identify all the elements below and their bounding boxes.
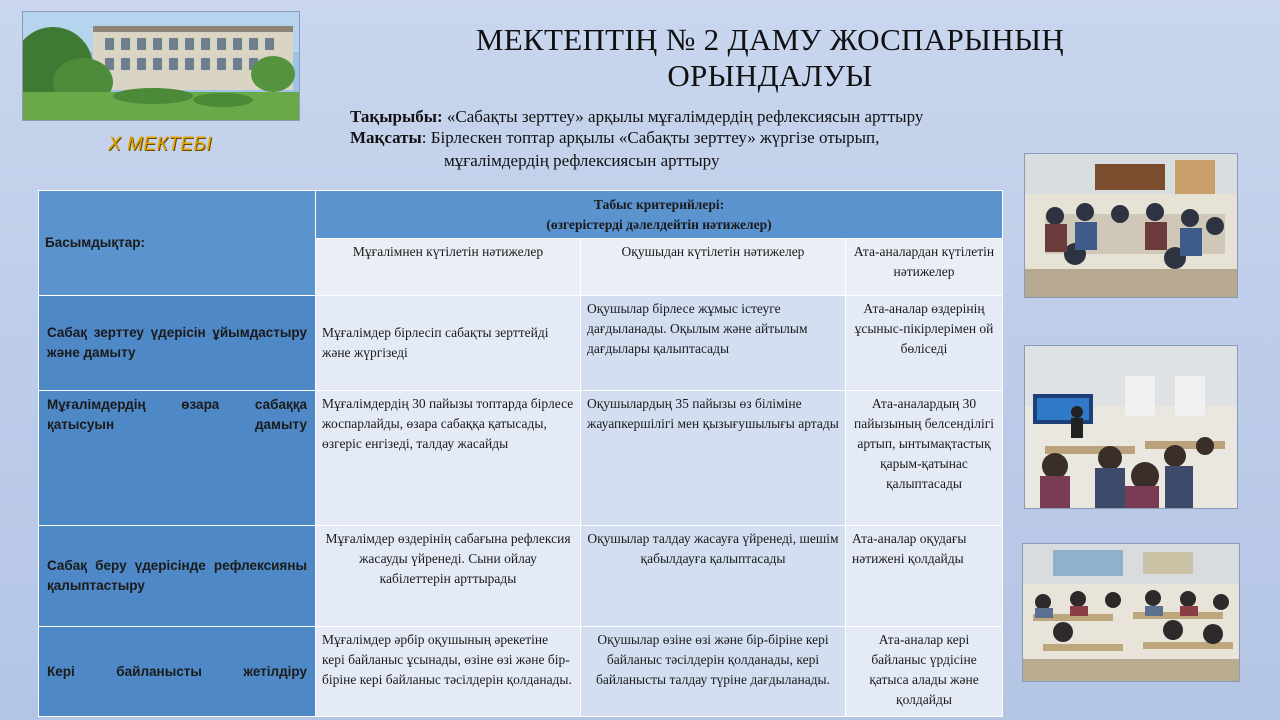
column-header-parent: Ата-аналардан күтілетін нәтижелер (846, 239, 1003, 296)
teacher-result-cell: Мұғалімдер өздерінің сабағына рефлексия жасауды үйренеді. Сыни ойлау кабілеттерін арттырады (316, 526, 581, 627)
school-name: Х МЕКТЕБІ (108, 134, 213, 155)
parent-result-cell: Ата-аналар кері байланыс үрдісіне қатыса алады және қолдайды (846, 627, 1003, 717)
goal-text-line1: : Бірлескен топтар арқылы «Сабақты зерттеу» жүргізе отырып, (421, 128, 880, 147)
priority-cell: Сабақ зерттеу үдерісін ұйымдастыру және дамыту (39, 296, 316, 391)
teacher-result-cell: Мұғалімдер бірлесіп сабақты зерттейді және жүргізеді (316, 296, 581, 391)
priority-cell: Кері байланысты жетілдіру (39, 627, 316, 717)
goal-line (350, 127, 923, 148)
topic-text: «Сабақты зерттеу» арқылы мұғалімдердің рефлексиясын арттыру (442, 107, 924, 126)
table-row (39, 526, 1003, 627)
topic-line (350, 106, 923, 127)
parent-result-cell: Ата-аналар өздерінің ұсыныс-пікірлерімен ой бөліседі (846, 296, 1003, 391)
teacher-result-cell: Мұғалімдер әрбір оқушының әрекетіне кері байланыс ұсынады, өзіне өзі және бір-біріне кері байланыс тәсілдерін қолданады. (316, 627, 581, 717)
parent-result-cell: Ата-аналардың 30 пайызының белсенділігі артып, ынтымақтастық қарым-қатынас қалыптасады (846, 391, 1003, 526)
topic-label: Тақырыбы: (350, 107, 443, 126)
student-result-cell: Оқушылар бірлесе жұмыс істеуге дағдыланады. Оқылым және айтылым дағдылары қалыптасады (581, 296, 846, 391)
teacher-result-cell: Мұғалімдердің 30 пайызы топтарда бірлесе жоспарлайды, өзара сабаққа қатысады, өзгеріс енгізеді, талдау жасайды (316, 391, 581, 526)
school-building-photo (22, 11, 300, 121)
student-result-cell: Оқушылардың 35 пайызы өз біліміне жауапкершілігі мен қызығушылығы артады (581, 391, 846, 526)
parent-result-cell: Ата-аналар оқудағы нәтижені қолдайды (846, 526, 1003, 627)
goal-label: Мақсаты (350, 128, 422, 147)
table-row (39, 296, 1003, 391)
student-result-cell: Оқушылар өзіне өзі және бір-біріне кері байланыс тәсілдерін қолданады, кері байланысты талдау түріне дағдыланады. (581, 627, 846, 717)
criteria-header-title: Табыс критерийлері: (593, 197, 725, 212)
topic-and-goal (350, 106, 923, 148)
page-title: МЕКТЕПТІҢ № 2 ДАМУ ЖОСПАРЫНЫҢ ОРЫНДАЛУЫ (475, 22, 1065, 93)
classroom-photo-2 (1024, 345, 1238, 509)
student-result-cell: Оқушылар талдау жасауға үйренеді, шешім қабылдауға қалыптасады (581, 526, 846, 627)
classroom-photo-1 (1024, 153, 1238, 298)
criteria-header (316, 191, 1003, 239)
column-header-teacher: Мұғалімнен күтілетін нәтижелер (316, 239, 581, 296)
priority-cell: Сабақ беру үдерісінде рефлексияны қалыптастыру (39, 526, 316, 627)
column-header-student: Оқушыдан күтілетін нәтижелер (581, 239, 846, 296)
criteria-header-subtitle: (өзгерістерді дәлелдейтін нәтижелер) (546, 217, 772, 232)
development-plan-table (38, 190, 1003, 717)
table-row (39, 391, 1003, 526)
priorities-header: Басымдықтар: (39, 191, 316, 296)
classroom-photo-3 (1022, 543, 1240, 682)
table-row (39, 627, 1003, 717)
goal-text-line2: мұғалімдердің рефлексиясын арттыру (444, 151, 720, 170)
priority-cell: Мұғалімдердің өзара сабаққа қатысуын дамыту (39, 391, 316, 526)
